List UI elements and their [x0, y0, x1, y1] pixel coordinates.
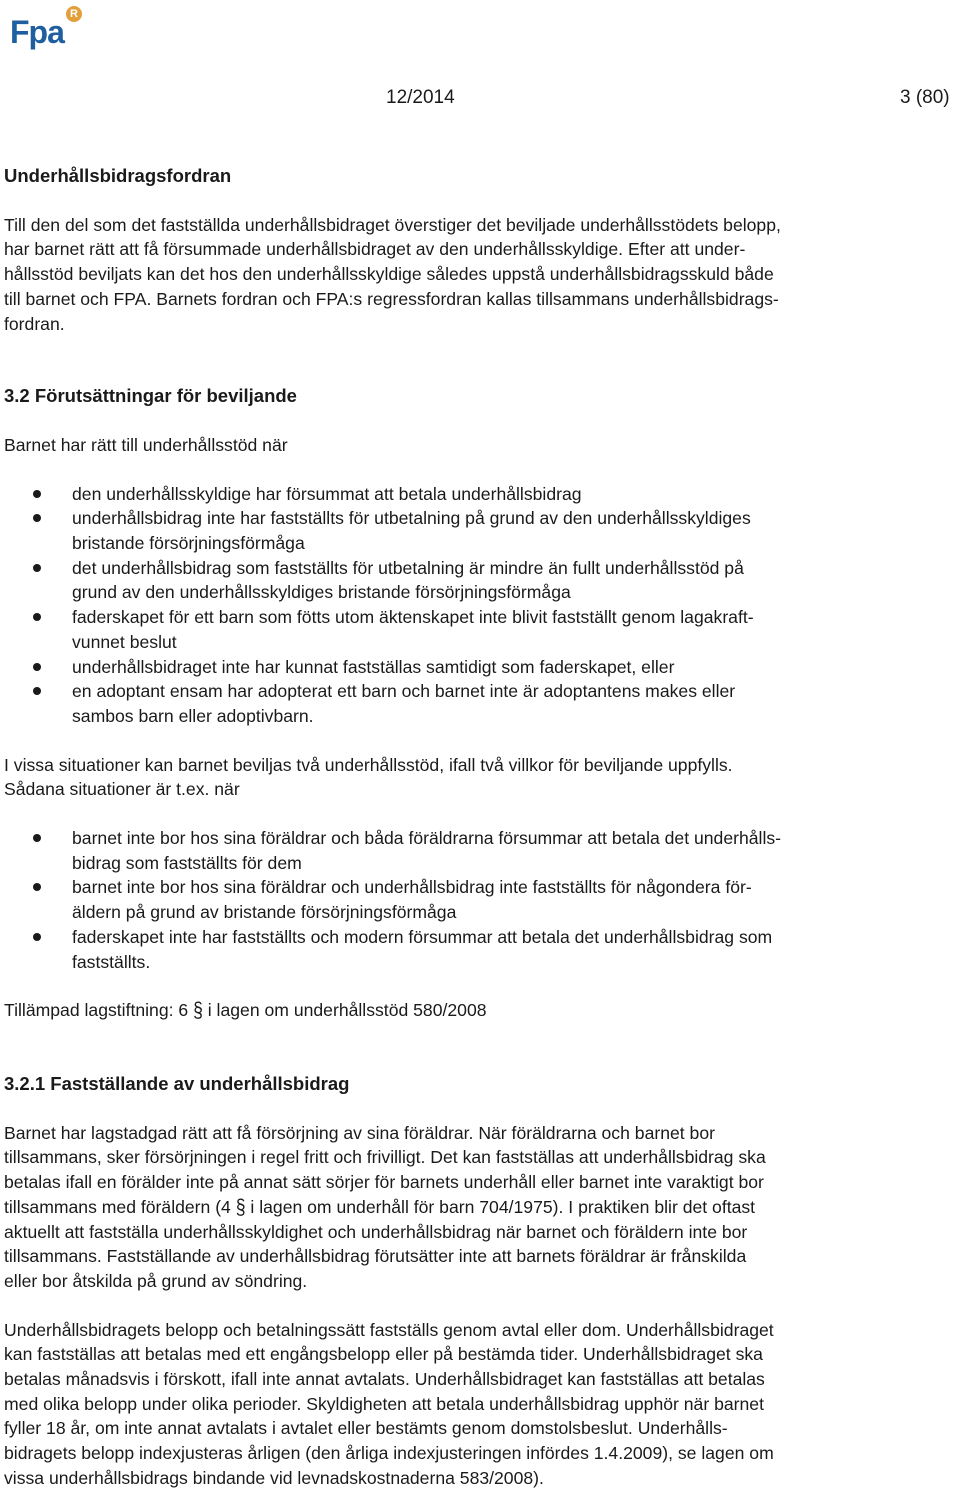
- bullet-icon: [33, 883, 41, 891]
- text-line: faderskapet inte har fastställts och modern försummar att betala det underhållsbidrag som: [72, 926, 773, 947]
- text-line: eller bor åtskilda på grund av söndring.: [4, 1270, 308, 1291]
- text-line: har barnet rätt att få försummade underhållsbidraget av den underhållsskyldige. Efter att under-: [4, 239, 746, 260]
- text-line: bidrag som fastställts för dem: [72, 852, 302, 873]
- text-segment: i lagen om underhållsstöd 580/2008: [202, 1000, 487, 1021]
- text-line: tillsammans, sker försörjningen i regel fritt och frivilligt. Det kan fastställas att underhållsbidrag ska: [4, 1147, 766, 1168]
- text-segment: i lagen om underhåll för barn 704/1975). I praktiken blir det oftast: [245, 1196, 756, 1217]
- list-item: [4, 556, 956, 605]
- text-line: barnet inte bor hos sina föräldrar och båda föräldrarna försummar att betala det underhålls-: [72, 828, 782, 849]
- text-line: aktuellt att fastställa underhållsskyldighet och underhållsbidrag när barnet och föräldern inte bor: [4, 1221, 748, 1242]
- list-item: [4, 679, 956, 728]
- bullet-icon: [33, 933, 41, 941]
- text-segment: tillsammans med föräldern (4: [4, 1196, 236, 1217]
- document-body: [4, 164, 956, 1491]
- text-line: vissa underhållsbidrags bindande vid levnadskostnaderna 583/2008).: [4, 1467, 544, 1488]
- text-line: kan fastställas att betalas med ett engångsbelopp eller på bestämda tider. Underhållsbidraget ska: [4, 1344, 763, 1365]
- text-line: underhållsbidrag inte har fastställts för utbetalning på grund av den underhållsskyldiges: [72, 508, 751, 529]
- text-line: Sådana situationer är t.ex. när: [4, 779, 240, 800]
- text-line: vunnet beslut: [72, 631, 177, 652]
- fpa-logo: [10, 4, 80, 48]
- text-line: [4, 1194, 756, 1219]
- text-line: sambos barn eller adoptivbarn.: [72, 705, 314, 726]
- bullet-icon: [33, 834, 41, 842]
- text-line: betalas ifall en förälder inte på annat sätt sörjer för barnets underhåll eller barnet inte varaktigt bor: [4, 1172, 764, 1193]
- text-line: Barnet har lagstadgad rätt att få försörjning av sina föräldrar. När föräldrarna och barnet bor: [4, 1122, 715, 1143]
- text-line: äldern på grund av bristande försörjningsförmåga: [72, 902, 457, 923]
- text-line: bidragets belopp indexjusteras årligen (den årliga indexjusteringen infördes 1.4.2009), se lagen om: [4, 1443, 774, 1464]
- text-line: fastställts.: [72, 951, 151, 972]
- list-item: [4, 925, 956, 974]
- text-line: I vissa situationer kan barnet beviljas två underhållsstöd, ifall två villkor för beviljande uppfylls.: [4, 754, 733, 775]
- paragraph: [4, 213, 956, 337]
- text-line: en adoptant ensam har adopterat ett barn och barnet inte är adoptantens makes eller: [72, 681, 736, 702]
- text-segment: Tillämpad lagstiftning: 6: [4, 1000, 194, 1021]
- text-line: det underhållsbidrag som fastställts för utbetalning är mindre än fullt underhållsstöd på: [72, 557, 744, 578]
- text-line: grund av den underhållsskyldiges bristande försörjningsförmåga: [72, 582, 571, 603]
- header-page-number: 3 (80): [900, 87, 950, 108]
- text-line: tillsammans. Fastställande av underhållsbidrag förutsätter inte att barnets föräldrar är frånskilda: [4, 1246, 747, 1267]
- text-line: bristande försörjningsförmåga: [72, 533, 305, 554]
- bullet-list: [4, 482, 956, 729]
- list-item: [4, 506, 956, 555]
- list-item: [4, 875, 956, 924]
- list-item: [4, 482, 956, 507]
- bullet-icon: [33, 613, 41, 621]
- paragraph: [4, 1318, 956, 1491]
- bullet-list: [4, 826, 956, 974]
- text-line: fordran.: [4, 313, 65, 334]
- text-line: till barnet och FPA. Barnets fordran och FPA:s regressfordran kallas tillsammans underhållsbidrags-: [4, 288, 779, 309]
- section-heading: Underhållsbidragsfordran: [4, 165, 232, 186]
- text-line: Underhållsbidragets belopp och betalningssätt fastställs genom avtal eller dom. Underhållsbidraget: [4, 1319, 774, 1340]
- paragraph: [4, 1121, 956, 1294]
- logo-text: Fpa: [10, 14, 64, 50]
- section-sign: §: [193, 998, 203, 1023]
- bullet-icon: [33, 514, 41, 522]
- bullet-icon: [33, 663, 41, 671]
- text-line: betalas månadsvis i förskott, ifall inte annat avtalats. Underhållsbidraget kan fastställas att betalas: [4, 1369, 765, 1390]
- text-line: den underhållsskyldige har försummat att betala underhållsbidrag: [72, 483, 582, 504]
- text-line: fyller 18 år, om inte annat avtalats i avtalet eller bestämts genom domstolsbeslut. Underhålls-: [4, 1418, 728, 1439]
- logo-badge: R: [66, 6, 82, 22]
- applied-legislation: [4, 998, 956, 1023]
- text-line: faderskapet för ett barn som fötts utom äktenskapet inte blivit fastställt genom lagakraft-: [72, 607, 754, 628]
- bullet-icon: [33, 687, 41, 695]
- bullet-icon: [33, 490, 41, 498]
- list-item: [4, 826, 956, 875]
- text-line: underhållsbidraget inte har kunnat fastställas samtidigt som faderskapet, eller: [72, 656, 675, 677]
- section-heading: 3.2 Förutsättningar för beviljande: [4, 385, 297, 407]
- text-line: hållsstöd beviljats kan det hos den underhållsskyldige således uppstå underhållsbidragsskuld både: [4, 264, 774, 285]
- text-line: med olika belopp under olika perioder. Skyldigheten att betala underhållsbidrag upphör när barnet: [4, 1393, 764, 1414]
- section-heading: 3.2.1 Fastställande av underhållsbidrag: [4, 1072, 350, 1094]
- list-item: [4, 655, 956, 680]
- text-line: Till den del som det fastställda underhållsbidraget överstiger det beviljade underhållsstödets belopp,: [4, 214, 781, 235]
- bullet-icon: [33, 564, 41, 572]
- section-sign: §: [235, 1194, 246, 1219]
- paragraph: [4, 753, 956, 802]
- list-item: [4, 605, 956, 654]
- paragraph: Barnet har rätt till underhållsstöd när: [4, 434, 288, 455]
- header-date: 12/2014: [386, 87, 455, 108]
- text-line: barnet inte bor hos sina föräldrar och underhållsbidrag inte fastställts för någondera för-: [72, 877, 752, 898]
